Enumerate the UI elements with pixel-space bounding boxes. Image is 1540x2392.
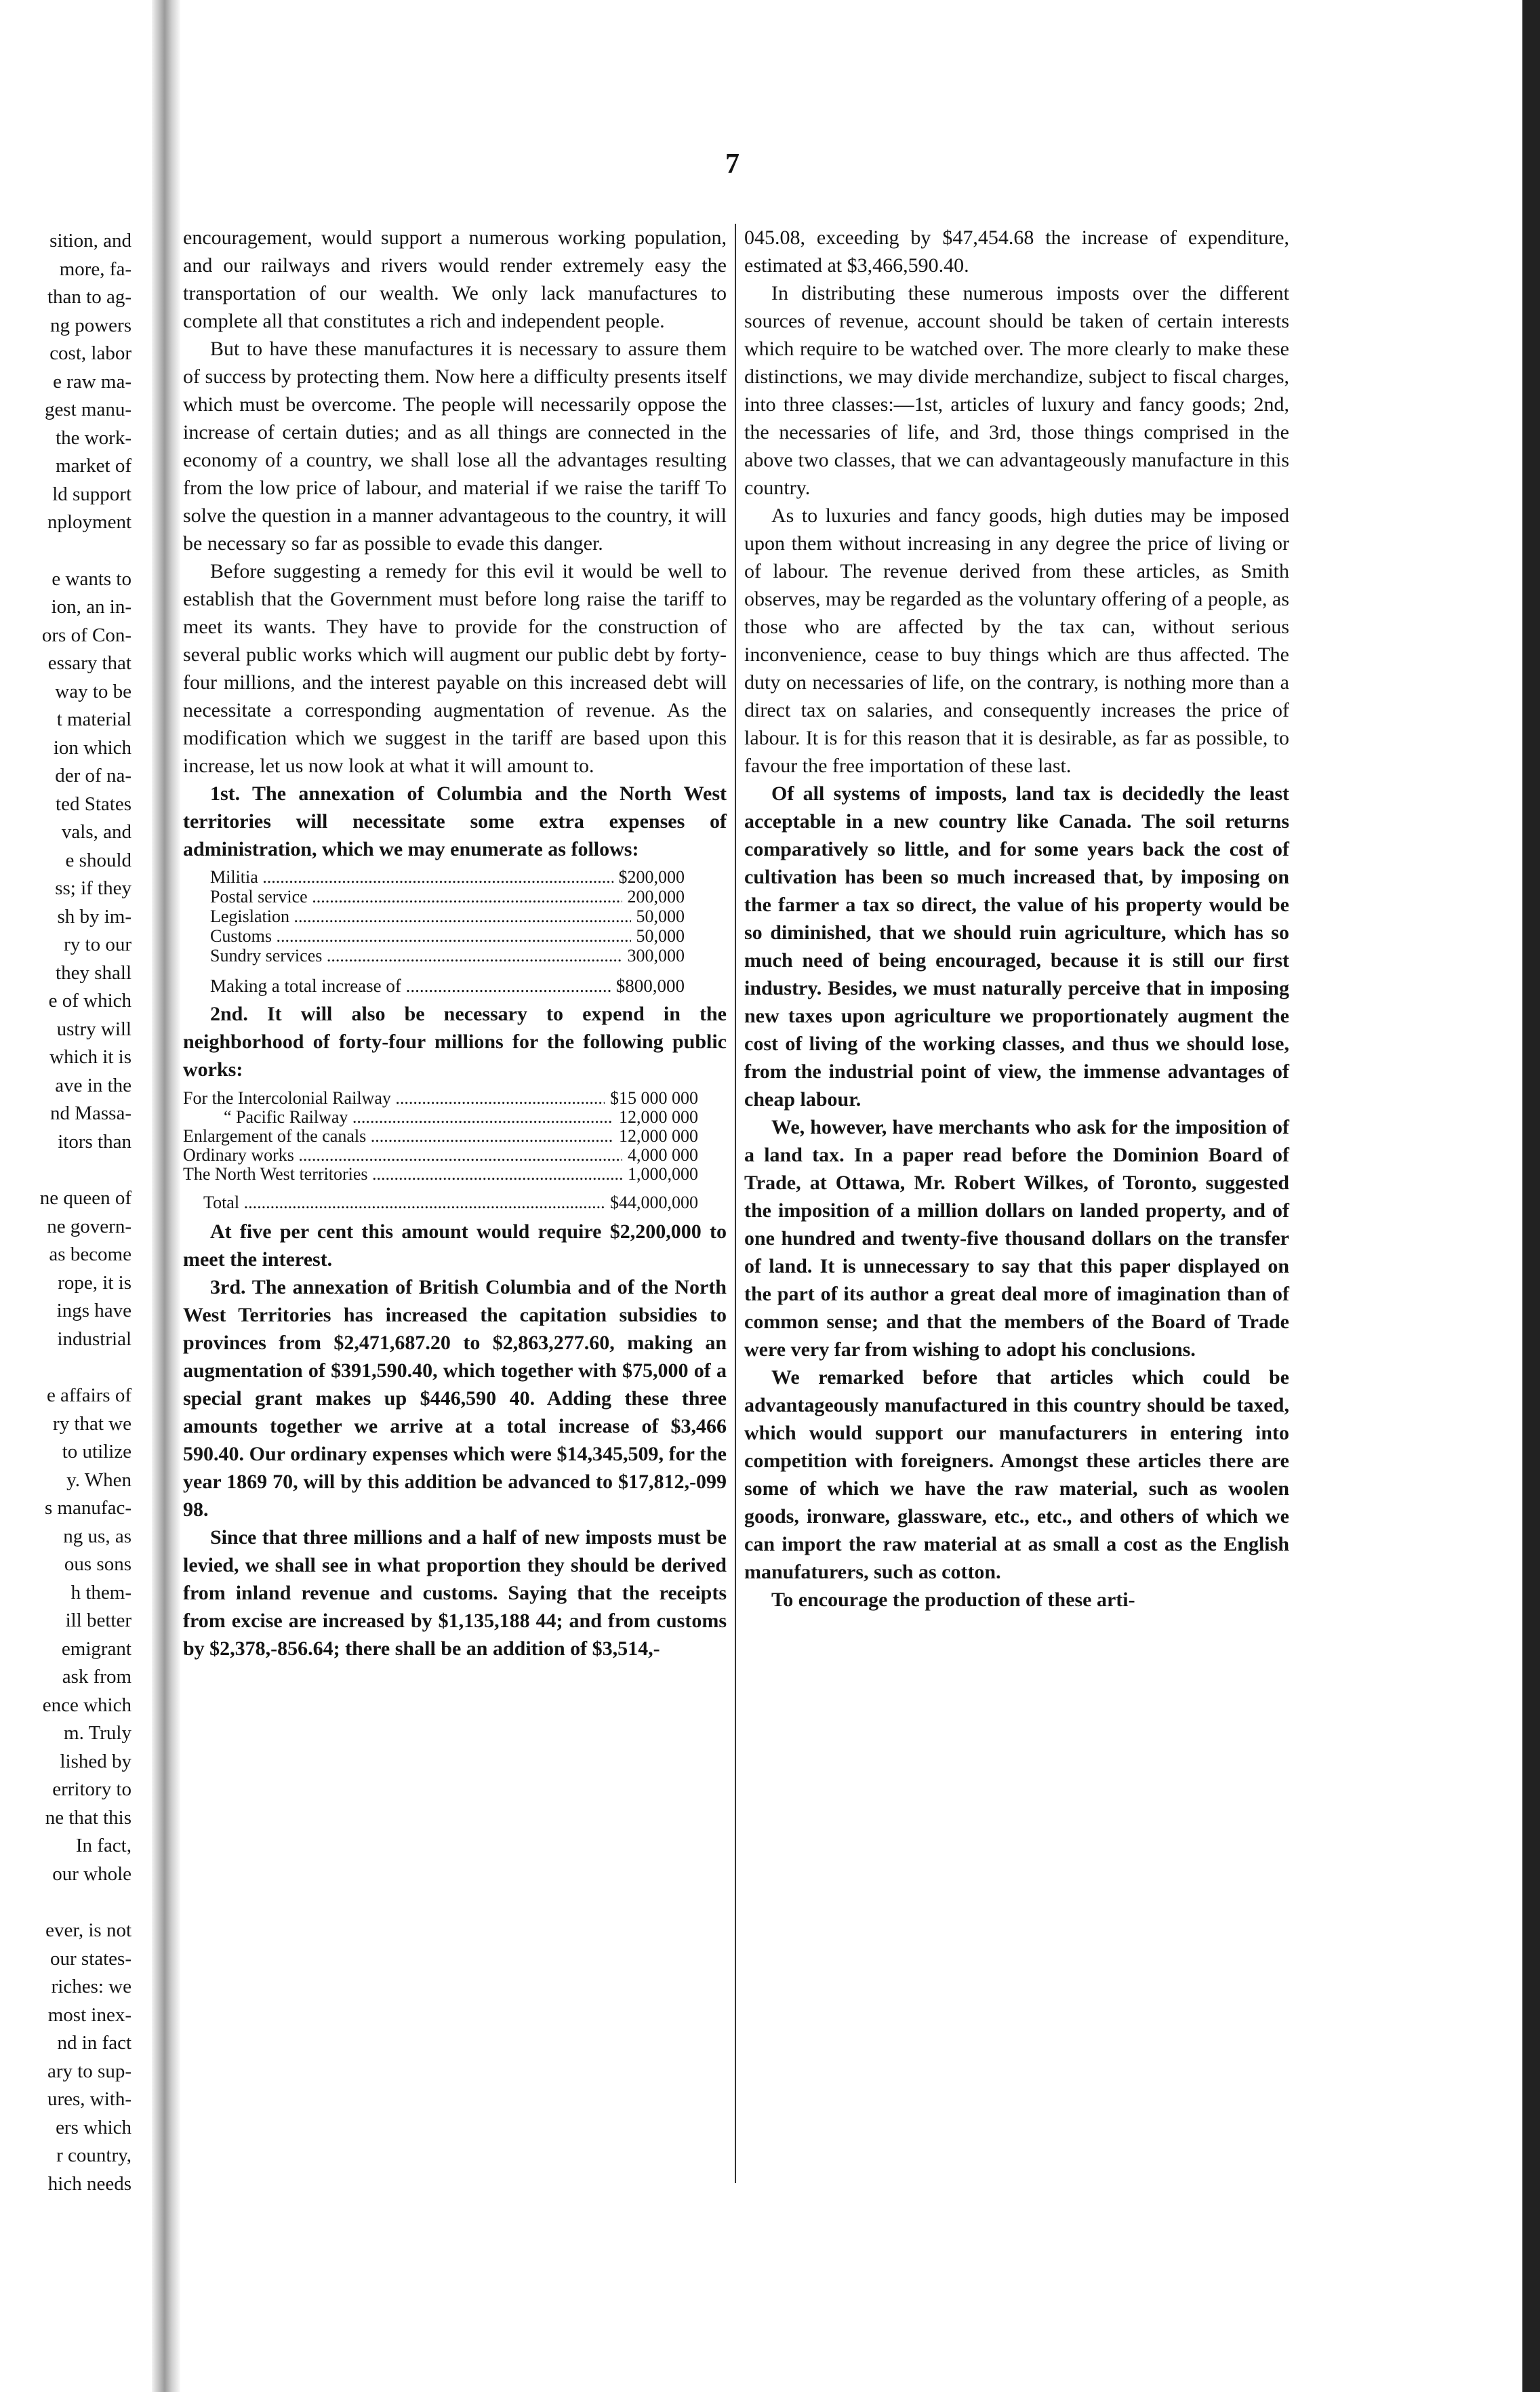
fragment-line: sition, and: [49, 230, 131, 252]
fragment-line: cost, labor: [49, 342, 131, 364]
column-divider: [735, 224, 736, 2183]
fragment-line: ence which: [42, 1694, 131, 1716]
fragment-line: nd in fact: [57, 2032, 131, 2054]
fragment-line: e of which: [48, 990, 131, 1012]
fragment-line: the work-: [56, 426, 131, 449]
fragment-line: ng powers: [49, 314, 131, 336]
paragraph: To encourage the production of these arti-: [771, 1589, 1135, 1611]
fragment-line: industrial: [57, 1328, 131, 1350]
fragment-line: In fact,: [75, 1835, 131, 1856]
works-row: [183, 1089, 698, 1108]
fragment-line: they shall: [56, 961, 131, 984]
fragment-line: ne that this: [45, 1806, 131, 1829]
page-edge-shadow: [1522, 0, 1540, 2392]
fragment-line: ary to sup-: [47, 2060, 131, 2082]
fragment-line: ry that we: [53, 1412, 131, 1435]
ledger-row: [210, 946, 685, 965]
fragment-line: ion which: [53, 736, 131, 759]
fragment-line: most inex-: [47, 2004, 131, 2026]
paragraph: We, however, have merchants who ask for the imposition of a land tax. In a paper read before the Dominion Board of Trade, at Ottawa, Mr. Robert Wilkes, of Toronto, suggested the imposition of a million dollars on landed property, and of one hundred and twenty-five thousand dollars on the transfer of land. It is unnecessary to say that this paper displayed on the part of its author a great deal more of imagination than of common sense; and that the members of the Board of Trade were very far from wishing to adopt his conclusions.: [744, 1116, 1289, 1361]
fragment-line: to utilize: [62, 1441, 131, 1462]
fragment-line: rope, it is: [58, 1271, 131, 1294]
ledger-total-row: [210, 976, 685, 996]
fragment-line: way to be: [55, 680, 131, 702]
fragment-line: itors than: [58, 1130, 131, 1153]
fragment-gap: [0, 537, 136, 565]
works-label: The North West territories .....: [183, 1165, 622, 1184]
fragment-line: e wants to: [52, 567, 131, 590]
ledger-amount: 50,000: [636, 926, 685, 946]
fragment-line: gest manu-: [44, 399, 131, 420]
works-amount: $15 000 000: [610, 1088, 698, 1108]
paragraph: As to luxuries and fancy goods, high duties may be imposed upon them without increasing in any degree the price of living or of labour. The revenue derived from these articles, as Smith observes, may be regarded as the voluntary offering of a people, as those who are affected by the tax can, without serious inconvenience, cease to buy things which are thus affected. The duty on necessaries of life, on the contrary, is nothing more than a direct tax on salaries, and consequently increases the price of labour. It is for this reason that it is desirable, as far as possible, to favour the free importation of these last.: [744, 504, 1289, 777]
fragment-line: ld support: [52, 483, 131, 505]
fragment-line: ever, is not: [45, 1919, 131, 1941]
fragment-line: emigrant: [61, 1637, 131, 1660]
works-label: “ Pacific Railway .....: [183, 1108, 613, 1127]
fragment-line: nployment: [47, 511, 131, 533]
fragment-line: as become: [49, 1243, 131, 1265]
page-number: 7: [725, 148, 739, 180]
works-total-row: [183, 1193, 698, 1212]
binding-gutter: [152, 0, 180, 2392]
fragment-line: ry to our: [64, 934, 131, 955]
works-label: Ordinary works .....: [183, 1146, 622, 1165]
ledger-label: Postal service .....: [210, 887, 622, 906]
fragment-line: e should: [65, 849, 131, 871]
fragment-line: y. When: [66, 1469, 131, 1491]
fragment-line: s manufac-: [44, 1497, 131, 1519]
fragment-line: ted States: [56, 793, 131, 815]
fragment-line: e raw ma-: [53, 370, 131, 393]
works-amount: 12,000 000: [619, 1107, 698, 1127]
fragment-line: ne queen of: [39, 1187, 131, 1209]
ledger-label: Militia .....: [210, 867, 613, 887]
fragment-line: ion, an in-: [51, 596, 131, 618]
ledger-amount: $200,000: [618, 867, 685, 887]
fragment-line: riches: we: [51, 1976, 131, 1997]
fragment-line: which it is: [49, 1046, 131, 1068]
ledger-row: [210, 906, 685, 926]
paragraph: At five per cent this amount would require $2,200,000 to meet the interest.: [183, 1220, 727, 1271]
paragraph: 2nd. It will also be necessary to expend in the neighborhood of forty-four millions for the following public works:: [183, 1003, 727, 1081]
fragment-line: ne govern-: [47, 1215, 131, 1237]
paragraph: Before suggesting a remedy for this evil it would be well to establish that the Government must before long raise the tariff to meet its wants. They have to provide for the construction of several public works which will augment our public debt by forty-four millions, and the interest payable on this increased debt will necessitate a corresponding augmentation of revenue. As the modification which we suggest in the tariff are based upon this increase, let us now look at what it will amount to.: [183, 560, 727, 777]
right-column: [744, 224, 1289, 1614]
fragment-line: hich needs: [47, 2172, 131, 2195]
works-amount: 1,000,000: [628, 1164, 698, 1184]
fragment-line: e affairs of: [46, 1384, 131, 1406]
fragment-line: t material: [56, 709, 131, 730]
paragraph: In distributing these numerous imposts over the different sources of revenue, account should be taken of certain interests which require to be watched over. The more clearly to make these distinctions, we may divide merchandize, subject to fiscal charges, into three classes:—1st, articles of luxury and fancy goods; 2nd, the necessaries of life, and 3rd, those things comprised in the above two classes, that we can advantageously manufacture in this country.: [744, 282, 1289, 499]
fragment-line: more, fa-: [59, 258, 131, 280]
fragment-line: ings have: [56, 1300, 131, 1321]
works-row: [183, 1108, 698, 1127]
works-label: For the Intercolonial Railway .....: [183, 1089, 605, 1108]
fragment-line: our states-: [50, 1947, 131, 1970]
fragment-line: r country,: [56, 2145, 131, 2166]
ledger-total-label: Making a total increase of .....: [210, 976, 611, 996]
fragment-gap: [0, 1156, 136, 1184]
left-page-fragment: [0, 227, 136, 2198]
works-total-label: Total .....: [183, 1193, 605, 1212]
fragment-line: market of: [56, 455, 131, 477]
ledger-amount: 300,000: [627, 946, 685, 965]
fragment-line: ss; if they: [55, 877, 131, 899]
fragment-line: erritory to: [52, 1778, 131, 1800]
works-label: Enlargement of the canals .....: [183, 1127, 613, 1146]
fragment-line: ill better: [65, 1610, 131, 1631]
fragment-line: our whole: [52, 1862, 131, 1885]
fragment-line: ers which: [56, 2116, 131, 2138]
fragment-line: ous sons: [64, 1553, 131, 1575]
fragment-line: m. Truly: [64, 1722, 131, 1744]
fragment-line: nd Massa-: [49, 1102, 131, 1124]
ledger-label: Sundry services .....: [210, 946, 622, 965]
paragraph: We remarked before that articles which could be advantageously manufactured in this country should be taxed, which would support our manufacturers in entering into competition with foreigners. Amongst these articles there are some of which we have the raw material, such as woolen goods, ironware, glassware, etc., etc., and others of which we can import the raw material at as small a cost as the English manufaturers, such as cotton.: [744, 1366, 1289, 1583]
paragraph: But to have these manufactures it is necessary to assure them of success by protecting them. Now here a difficulty presents itself which must be overcome. The people will necessarily oppose the increase of certain duties; and as all things are connected in the economy of a country, we shall lose all the advantages resulting from the low price of labour, and material if we raise the tariff To solve the question in a manner advantageous to the country, it will be necessary so far as possible to evade this danger.: [183, 338, 727, 555]
paragraph: 1st. The annexation of Columbia and the North West territories will necessitate some extra expenses of administration, which we may enumerate as follows:: [183, 782, 727, 860]
works-total-amount: $44,000,000: [610, 1193, 698, 1212]
fragment-line: ures, with-: [47, 2088, 131, 2110]
ledger-label: Legislation .....: [210, 906, 631, 926]
works-row: [183, 1146, 698, 1165]
fragment-line: der of na-: [55, 765, 131, 786]
fragment-line: ustry will: [56, 1018, 131, 1040]
fragment-line: h them-: [70, 1581, 131, 1603]
ledger-row: [210, 867, 685, 887]
paragraph: encouragement, would support a numerous working population, and our railways and rivers would render extremely easy the transportation of our wealth. We only lack manufactures to complete all that constitutes a rich and independent people.: [183, 226, 727, 332]
ledger-amount: 200,000: [627, 887, 685, 906]
fragment-line: sh by im-: [57, 905, 131, 928]
fragment-line: than to ag-: [47, 286, 131, 308]
admin-expenses-table: [210, 867, 685, 996]
works-row: [183, 1165, 698, 1184]
paragraph: Of all systems of imposts, land tax is decidedly the least acceptable in a new country like Canada. The soil returns comparatively so little, and for some years back the cost of cultivation has been so much increased that, by imposing on the farmer a tax so direct, the value of his property would be so diminished, that we should ruin agriculture, which has so much need of being encouraged, because it is still our first industry. Besides, we must naturally perceive that in imposing new taxes upon agriculture we proportionately augment the cost of living of the working classes, and thus we should lose, from the industrial point of view, the immense advantages of cheap labour.: [744, 782, 1289, 1111]
paragraph: 3rd. The annexation of British Columbia and of the North West Territories has increased the capitation subsidies to provinces from $2,471,687.20 to $2,863,277.60, making an augmentation of $391,590.40, which together with $75,000 of a special grant makes up $446,590 40. Adding these three amounts together we arrive at a total increase of $3,466 590.40. Our ordinary expenses which were $14,345,509, for the year 1869 70, will by this addition be advanced to $17,812,-099 98.: [183, 1276, 727, 1521]
works-amount: 12,000 000: [619, 1126, 698, 1146]
ledger-row: [210, 926, 685, 946]
ledger-label: Customs .....: [210, 926, 631, 946]
fragment-line: ors of Con-: [41, 624, 131, 646]
paragraph: Since that three millions and a half of new imposts must be levied, we shall see in what proportion they should be derived from inland revenue and customs. Saying that the receipts from excise are increased by $1,135,188 44; and from customs by $2,378,-856.64; there shall be an addition of $3,514,-: [183, 1526, 727, 1660]
ledger-amount: 50,000: [636, 906, 685, 926]
fragment-gap: [0, 1888, 136, 1917]
works-row: [183, 1127, 698, 1146]
fragment-line: ask from: [62, 1666, 131, 1688]
fragment-line: essary that: [47, 652, 131, 674]
ledger-total-amount: $800,000: [615, 976, 685, 996]
middle-column: [183, 224, 727, 1662]
fragment-gap: [0, 1353, 136, 1382]
fragment-line: ng us, as: [63, 1525, 131, 1547]
works-amount: 4,000 000: [628, 1145, 698, 1165]
public-works-table: [183, 1089, 698, 1212]
fragment-line: vals, and: [61, 821, 131, 843]
paragraph: 045.08, exceeding by $47,454.68 the increase of expenditure, estimated at $3,466,590.40.: [744, 226, 1289, 277]
ledger-row: [210, 887, 685, 906]
fragment-line: lished by: [60, 1750, 131, 1772]
fragment-line: ave in the: [55, 1074, 131, 1096]
